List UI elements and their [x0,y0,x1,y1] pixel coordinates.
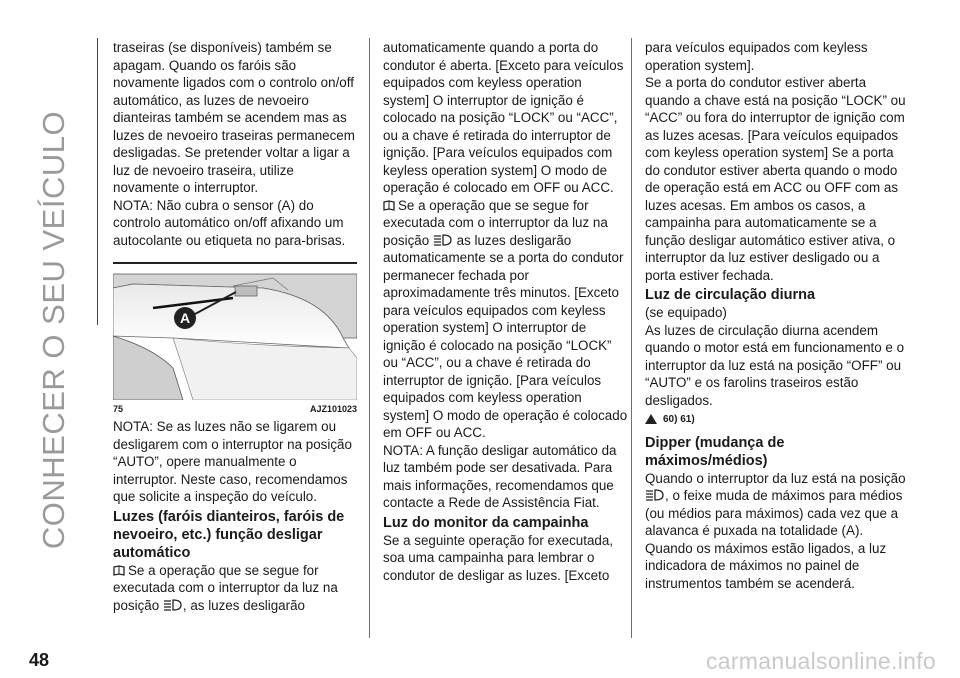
headlight-icon [433,234,453,246]
paragraph: automaticamente quando a porta do condutor é aberta. [Exceto para veículos equipados com keyless operation system] O interruptor de ignição é colocado na posição “LOCK” ou “ACC”, ou a chave é retirada do interruptor de ignição. [Para veículos equipados com keyless operation system] O modo de operação é colocado em OFF ou ACC. [383,40,624,195]
text-column-3 [645,39,907,592]
column-divider [97,38,98,325]
note: NOTA: Se as luzes não se ligarem ou desligarem com o interruptor na posição “AUTO”, opere manualmente o interruptor. Neste caso, recomendamos que solicite a inspeção do veículo. [113,419,352,504]
book-icon [383,200,395,211]
section-heading: Luz de circulação diurna [645,287,816,303]
paragraph: (se equipado) [645,305,727,320]
paragraph: As luzes de circulação diurna acendem quando o motor está em funcionamento e o interruptor da luz está na posição “OFF” ou “AUTO” e os farolins traseiros estão desligados. [645,322,905,408]
paragraph: Se a operação que se segue for executada com o interruptor da luz na posição as luzes desligarão automaticamente se a porta do condutor permanecer fechada por aproximadamente três minutos. [Exceto para veículos equipados com keyless operation system] O interruptor de ignição é colocado na posição “LOCK” ou “ACC”, ou a chave é retirada do interruptor de ignição. [Para veículos equipados com keyless operation system] O modo de operação é colocado em OFF ou ACC. [383,197,628,440]
windshield-illustration [113,268,357,400]
section-heading: Dipper (mudança de máximos/médios) [645,434,785,469]
paragraph: traseiras (se disponíveis) também se apagam. Quando os faróis são novamente ligados com o controlo on/off automático, as luzes de nevoeiro dianteiras também se acendem mas as luzes de nevoeiro traseiras permanecem desligadas. Se pretender voltar a ligar a luz de nevoeiro traseira, utilize novamente o interruptor. [113,40,355,195]
paragraph: Se a porta do condutor estiver aberta quando a chave está na posição “LOCK” ou “ACC” ou fora do interruptor de ignição com as luzes acesas. [Para veículos equipados com keyless operation system] Se a porta do condutor estiver aberta quando o modo de operação está em ACC ou OFF com as luzes acesas. Em ambos os casos, a campainha para automaticamente se a função desligar automático estiver ativa, o interruptor da luz estiver desligado ou a porta estiver fechada. [645,75,906,283]
page-number: 48 [29,650,50,670]
headlight-icon [163,599,183,611]
column-divider [631,38,632,638]
warning-triangle-icon [645,414,657,424]
paragraph: para veículos equipados com keyless operation system]. [645,40,868,73]
paragraph: Se a seguinte operação for executada, soa uma campainha para lembrar o condutor de desligar as luzes. [Exceto [383,532,614,583]
note: NOTA: Não cubra o sensor (A) do controlo automático on/off afixando um autocolante ou etiqueta no para-brisas. [113,197,346,248]
figure-windshield-sensor [113,262,357,418]
note: NOTA: A função desligar automático da luz também pode ser desativada. Para mais informações, recomendamos que contacte a Rede de Assistência Fiat. [383,442,617,510]
book-icon [113,565,125,576]
watermark: carmanualsonline.info [705,648,936,674]
section-heading: Luzes (faróis dianteiros, faróis de nevoeiro, etc.) função desligar automático [113,508,345,561]
headlight-icon [645,489,665,501]
figure-code: AJZ101023 [309,403,357,414]
warning-reference: 60) 61) [645,411,907,430]
paragraph: Quando o interruptor da luz está na posição , o feixe muda de máximos para médios (ou médios para máximos) cada vez que a alavanca é puxada na totalidade (A). Quando os máximos estão ligados, a luz indicadora de máximos no painel de instrumentos também se acenderá. [645,470,906,591]
callout-label: A [179,310,191,326]
paragraph: Se a operação que se segue for executada com o interruptor da luz na posição , as luzes desligarão [113,562,338,613]
figure-top-rule [113,262,357,264]
column-divider [369,38,370,638]
text-column-2 [383,39,628,584]
section-heading: Luz do monitor da campainha [383,514,589,531]
figure-number: 75 [113,403,124,414]
text-column-1 [113,39,363,614]
